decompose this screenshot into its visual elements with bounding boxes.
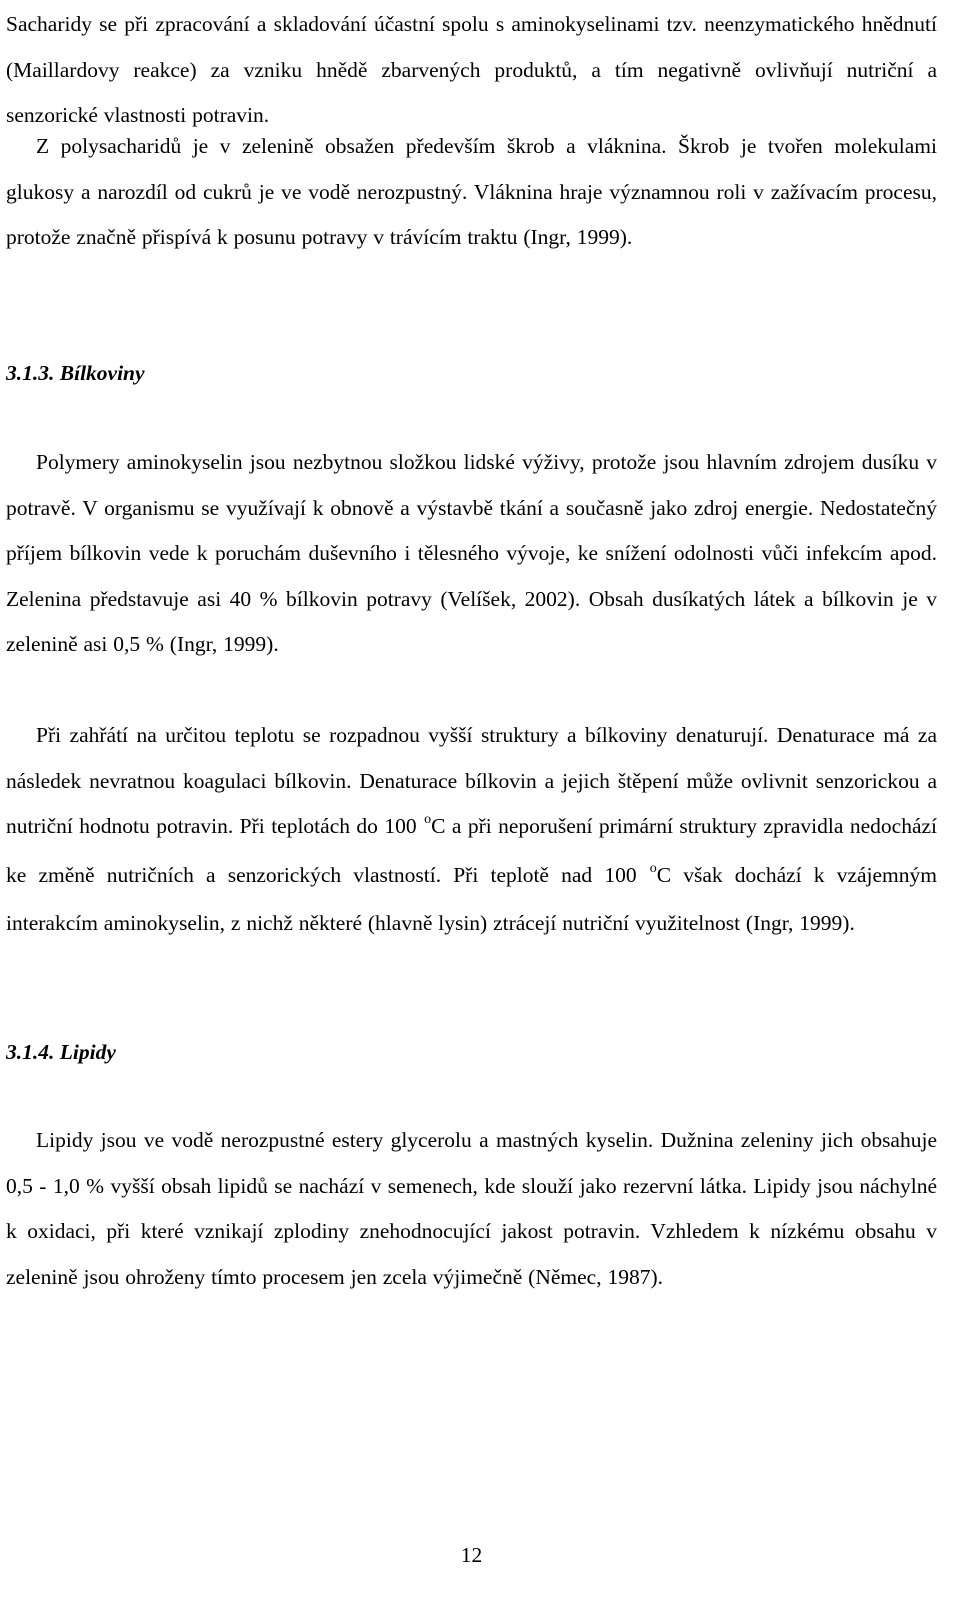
degree-superscript-2: o	[649, 860, 657, 876]
section-heading-proteins: 3.1.3. Bílkoviny	[6, 361, 145, 385]
paragraph-protein-denaturation	[6, 713, 937, 947]
paragraph-lipids: Lipidy jsou ve vodě nerozpustné estery glycerolu a mastných kyselin. Dužnina zeleniny jich obsahuje 0,5 - 1,0 % vyšší obsah lipidů se nachází v semenech, kde slouží jako rezervní látka. Lipidy jsou náchylné k oxidaci, při které vznikají zplodiny znehodnocující jakost potravin. Vzhledem k nízkému obsahu v zelenině jsou ohroženy tímto procesem jen zcela výjimečně (Němec, 1987).	[6, 1128, 937, 1289]
degree-superscript-1: o	[424, 812, 432, 827]
denaturation-text-part-3: C však dochází k vzájemným interakcím aminokyselin, z nichž některé (hlavně lysin) ztrácejí nutriční využitelnost (Ingr, 1999).	[6, 862, 937, 935]
paragraph-proteins-intro: Polymery aminokyselin jsou nezbytnou složkou lidské výživy, protože jsou hlavním zdrojem dusíku v potravě. V organismu se využívají k obnově a výstavbě tkání a současně jako zdroj energie. Nedostatečný příjem bílkovin vede k poruchám duševního i tělesného vývoje, ke snížení odolnosti vůči infekcím apod. Zelenina představuje asi 40 % bílkovin potravy (Velíšek, 2002). Obsah dusíkatých látek a bílkovin je v zelenině asi 0,5 % (Ingr, 1999).	[6, 450, 937, 656]
document-page	[6, 0, 937, 1603]
denaturation-text-part-1: Při zahřátí na určitou teplotu se rozpadnou vyšší struktury a bílkoviny denaturují. Denaturace má za následek nevratnou koagulaci bílkovin. Denaturace bílkovin a jejich štěpení může ovlivnit senzorickou a nutriční hodnotu potravin. Při teplotách do 100	[6, 723, 937, 838]
page-number: 12	[460, 1543, 483, 1567]
paragraph-polysaccharides: Z polysacharidů je v zelenině obsažen především škrob a vláknina. Škrob je tvořen molekulami glukosy a narozdíl od cukrů je ve vodě nerozpustný. Vláknina hraje významnou roli v zažívacím procesu, protože značně přispívá k posunu potravy v trávícím traktu (Ingr, 1999).	[6, 134, 937, 249]
denaturation-text-part-2: C a při neporušení primární struktury zpravidla nedochází ke změně nutričních a senzorických vlastností. Při teplotě nad 100	[6, 814, 937, 887]
section-heading-lipids: 3.1.4. Lipidy	[6, 1040, 116, 1064]
paragraph-saccharides-maillard: Sacharidy se při zpracování a skladování účastní spolu s aminokyselinami tzv. neenzymatického hnědnutí (Maillardovy reakce) za vzniku hnědě zbarvených produktů, a tím negativně ovlivňují nutriční a senzorické vlastnosti potravin.	[6, 12, 937, 127]
